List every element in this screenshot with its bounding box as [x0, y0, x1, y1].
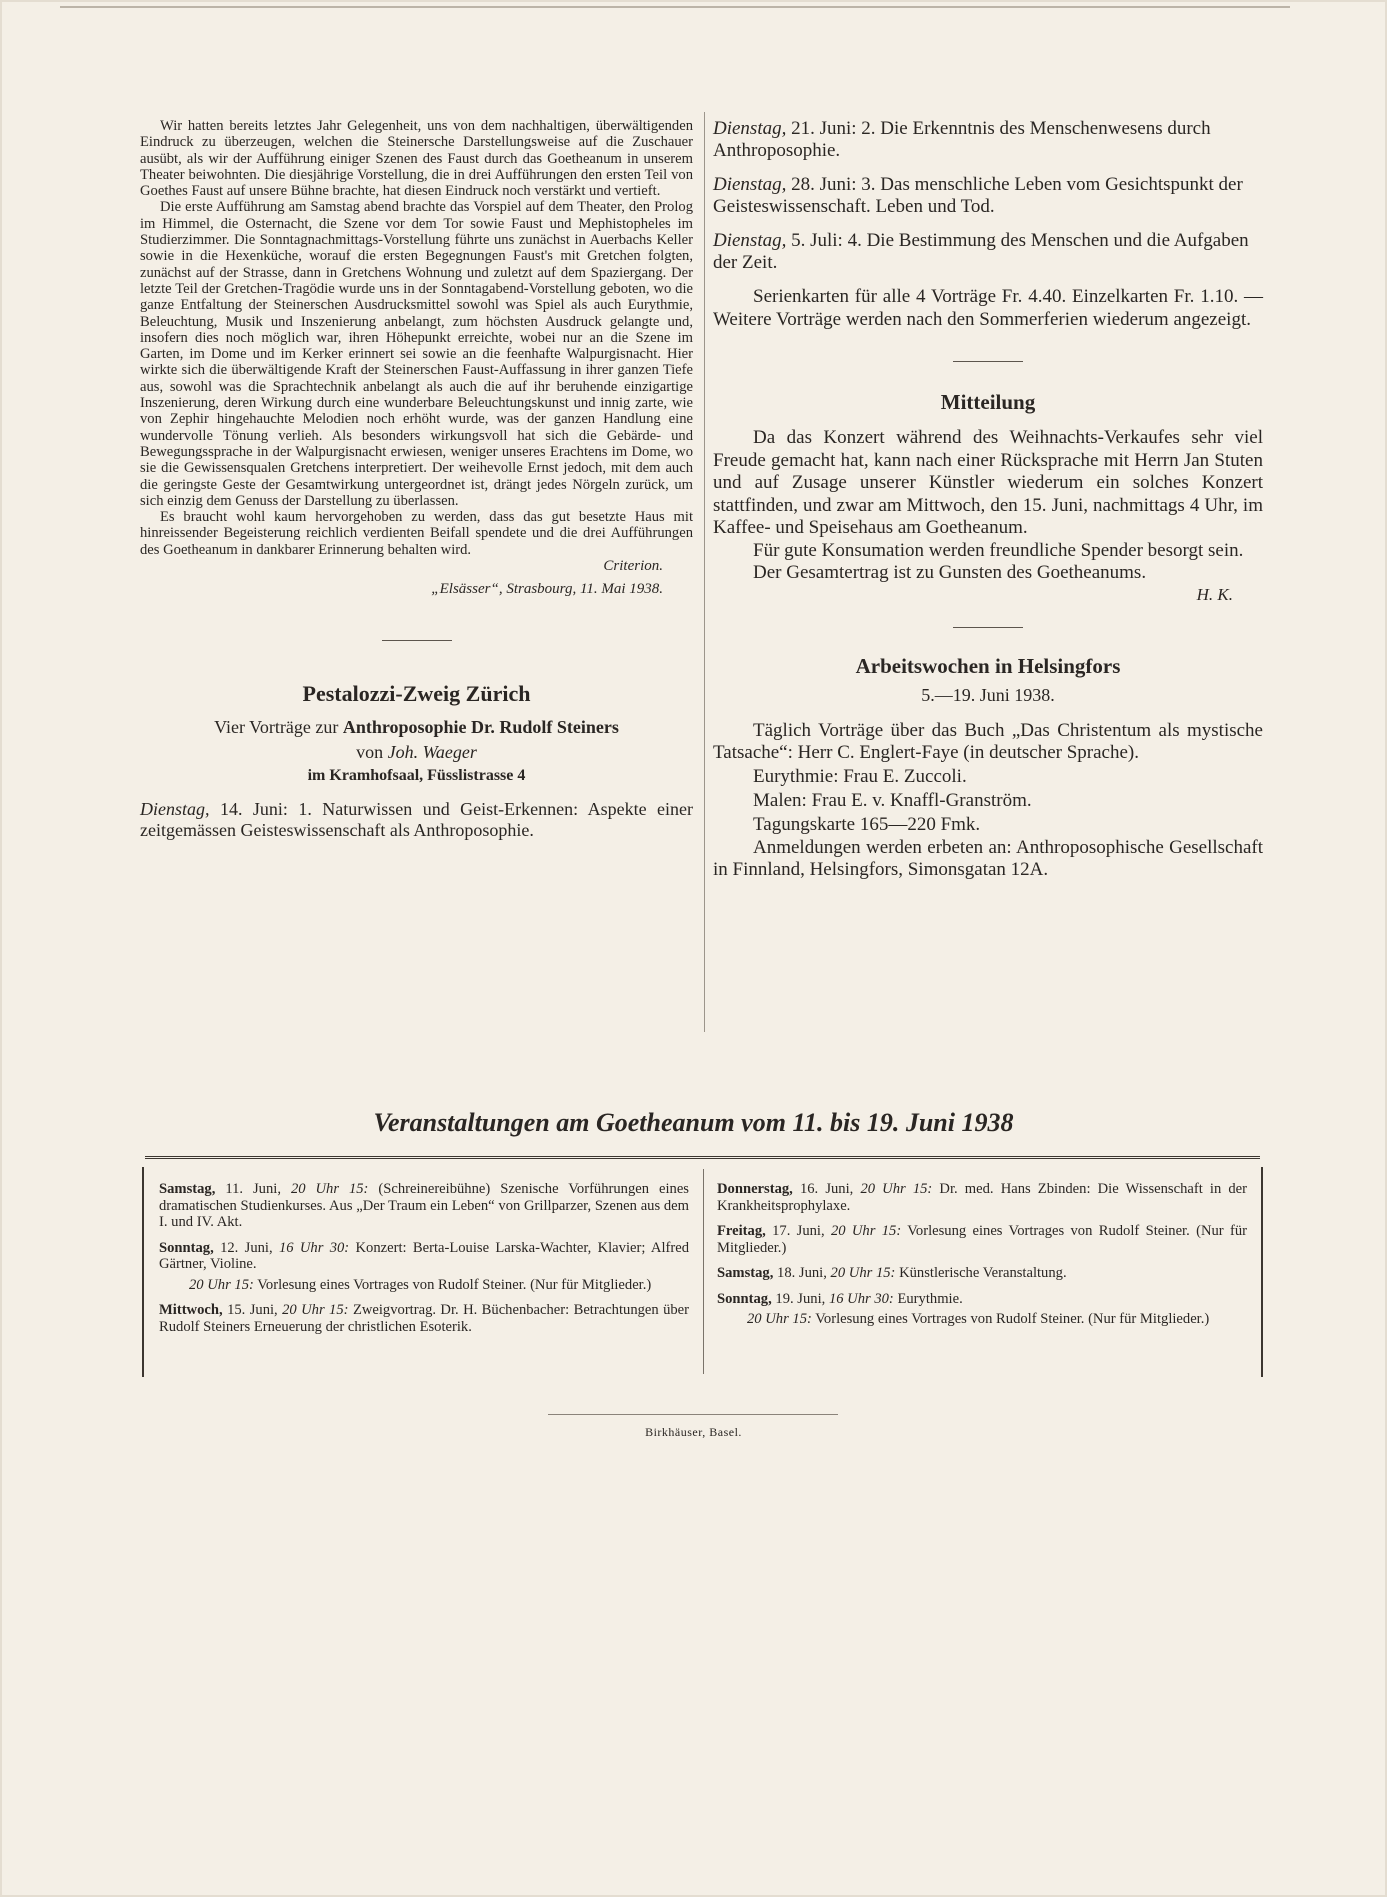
event-date: 17. Juni,: [772, 1223, 825, 1239]
event-day: Mittwoch,: [159, 1302, 223, 1318]
helsingfors-body: [713, 720, 1263, 765]
column-divider: [704, 112, 705, 1032]
review-paragraph-1: Wir hatten bereits letztes Jahr Gelegenheit, uns von dem nachhaltigen, überwältigenden Eindruck zu überzeugen, welchen die Steinersche Darstellungsweise auf die Zuschauer ausübt, als wir der Aufführung einiger Szenen des Faust durch das Goetheanum in unserem Theater beiwohnten. Die diesjährige Vorstellung, die in drei Aufführungen den ersten Teil von Goethes Faust auf unsere Bühne brachte, hat diesen Eindruck noch verstärkt und vertieft.: [140, 118, 693, 200]
event-item: [717, 1223, 1247, 1256]
event-text: Künstlerische Veranstaltung.: [899, 1265, 1067, 1281]
event-date: 15. Juni,: [227, 1302, 278, 1318]
event-day: Freitag,: [717, 1223, 766, 1239]
mitteilung-paragraph-2: Für gute Konsumation werden freundliche Spender besorgt sein.: [753, 539, 1244, 561]
event-sub-text: Vorlesung eines Vortrages von Rudolf Steiner. (Nur für Mitglieder.): [815, 1311, 1210, 1327]
helsingfors-lectures: Täglich Vorträge über das Buch „Das Christentum als mystische Tatsache“: Herr C. Englert-Faye (in deutscher Sprache).: [713, 719, 1263, 763]
review-source: „Elsässer“, Strasbourg, 11. Mai 1938.: [431, 581, 663, 598]
event-item: [159, 1181, 689, 1231]
event-time: 20 Uhr 15:: [290, 1181, 369, 1197]
mitteilung-paragraph-1: Da das Konzert während des Weihnachts-Verkaufes sehr viel Freude gemacht hat, kann nach einer Rücksprache mit Herrn Jan Stuten und auf Zusage unserer Künstler wiederum ein solches Konzert stattfinden, und zwar am Mittwoch, den 15. Juni, nachmittags 4 Uhr, im Kaffee- und Speisehaus am Goetheanum.: [713, 427, 1263, 538]
review-signature: Criterion.: [603, 558, 663, 575]
event-time: 16 Uhr 30:: [828, 1290, 894, 1307]
event-subitem: [717, 1311, 1247, 1328]
lecture-text: 14. Juni: 1. Naturwissen und Geist-Erkennen: Aspekte einer zeitgemässen Geisteswissenschaft als Anthroposophie.: [140, 799, 693, 841]
section-divider: [382, 640, 452, 641]
event-date: 16. Juni,: [799, 1181, 854, 1197]
events-divider: [703, 1169, 704, 1374]
event-time: 20 Uhr 15:: [860, 1181, 933, 1197]
helsingfors-list: [713, 765, 1263, 837]
event-day: Samstag,: [717, 1265, 774, 1281]
lecture-2-day: Dienstag,: [713, 118, 787, 139]
mitteilung-heading: Mitteilung: [940, 390, 1036, 414]
event-date: 11. Juni,: [225, 1181, 281, 1197]
imprint: Birkhäuser, Basel.: [645, 1425, 742, 1439]
event-item: [717, 1181, 1247, 1214]
event-item: [159, 1240, 689, 1294]
event-date: 18. Juni,: [777, 1265, 827, 1281]
event-text: Eurythmie.: [897, 1290, 963, 1307]
event-item: [717, 1291, 1247, 1328]
event-day: Samstag,: [159, 1181, 216, 1197]
event-time: 20 Uhr 15:: [282, 1302, 349, 1318]
mitteilung-paragraph-3: Der Gesamtertrag ist zu Gunsten des Goetheanums.: [753, 562, 1147, 583]
review-article: [140, 118, 693, 558]
event-item: [717, 1265, 1247, 1282]
pestalozzi-heading: Pestalozzi-Zweig Zürich: [302, 681, 531, 707]
pestalozzi-lecture-1: [140, 799, 693, 841]
events-left: [159, 1181, 689, 1344]
event-sub-time: 20 Uhr 15:: [747, 1311, 812, 1327]
pestalozzi-venue: im Kramhofsaal, Füsslistrasse 4: [307, 767, 526, 785]
event-time: 16 Uhr 30:: [278, 1239, 350, 1256]
helsingfors-registration: [713, 837, 1263, 882]
event-day: Donnerstag,: [717, 1181, 793, 1197]
section-divider-3: [953, 627, 1023, 628]
left-column: [140, 118, 693, 841]
lecture-3-day: Dienstag,: [713, 174, 787, 195]
right-column: [713, 118, 1263, 882]
pestalozzi-subtitle: [140, 717, 693, 738]
helsingfors-dates: 5.—19. Juni 1938.: [921, 684, 1055, 705]
pestalozzi-subtitle-bold: Anthroposophie Dr. Rudolf Steiners: [342, 717, 619, 738]
section-divider-2: [953, 361, 1023, 362]
lecture-3: [713, 174, 1263, 218]
events-right: [717, 1181, 1247, 1337]
event-date: 19. Juni,: [775, 1290, 826, 1307]
event-sub-text: Vorlesung eines Vortrages von Rudolf Steiner. (Nur für Mitglieder.): [257, 1276, 652, 1293]
events-box: [145, 1156, 1260, 1381]
lecture-2: [713, 118, 1263, 162]
event-day: Sonntag,: [159, 1239, 214, 1256]
event-text: Vorlesung eines Vortrages von Rudolf Steiner. (Nur für Mitglieder.): [717, 1223, 1247, 1256]
helsingfors-malen: Malen: Frau E. v. Knaffl-Granström.: [753, 789, 1032, 811]
pestalozzi-by: von: [356, 742, 384, 763]
lecture-3-text: 28. Juni: 3. Das menschliche Leben vom Gesichtspunkt der Geisteswissenschaft. Leben und Tod.: [713, 174, 1243, 217]
mitteilung-signature: H. K.: [1196, 584, 1233, 604]
lecture-2-text: 21. Juni: 2. Die Erkenntnis des Menschenwesens durch Anthroposophie.: [713, 118, 1211, 161]
series-tickets-text: Serienkarten für alle 4 Vorträge Fr. 4.40. Einzelkarten Fr. 1.10. — Weitere Vorträge werden nach den Sommerferien wiederum angezeigt.: [713, 286, 1263, 330]
imprint-rule: [548, 1414, 838, 1415]
review-paragraph-3: Es braucht wohl kaum hervorgehoben zu werden, dass das gut besetzte Haus mit hinreissender Begeisterung reichlich verdienten Beifall spendete und die drei Aufführungen des Goetheanum in dankbarer Erinnerung behalten wird.: [140, 509, 693, 558]
lecture-4-text: 5. Juli: 4. Die Bestimmung des Menschen und die Aufgaben der Zeit.: [713, 230, 1249, 273]
helsingfors-heading: Arbeitswochen in Helsingfors: [855, 653, 1121, 678]
mitteilung-body: [713, 427, 1263, 585]
event-text: (Schreinereibühne) Szenische Vorführungen eines dramatischen Studienkurses. Aus „Der Traum ein Leben“ von Grillparzer, Szenen aus dem I. und IV. Akt.: [159, 1181, 689, 1230]
event-subitem: [159, 1277, 689, 1294]
helsingfors-anmeldung: Anmeldungen werden erbeten an: Anthroposophische Gesellschaft in Finnland, Helsingfors, Simonsgatan 12A.: [713, 836, 1263, 880]
lecture-4: [713, 230, 1263, 274]
event-time: 20 Uhr 15:: [830, 1265, 896, 1281]
series-tickets: [713, 286, 1263, 331]
event-item: [159, 1302, 689, 1335]
helsingfors-eurythmie: Eurythmie: Frau E. Zuccoli.: [753, 765, 967, 787]
pestalozzi-speaker-name: Joh. Waeger: [387, 742, 477, 763]
event-date: 12. Juni,: [220, 1239, 273, 1256]
review-paragraph-2: Die erste Aufführung am Samstag abend brachte das Vorspiel auf dem Theater, den Prolog im Himmel, die Osternacht, die Szene vor dem Tor sowie Faust und Mephistopheles im Studierzimmer. Die Sonntagnachmittags-Vorstellung führte uns zunächst in Auerbachs Keller sowie in die Hexenküche, worauf die ersten Begegnungen Faust's mit Gretchen folgten, zunächst auf der Strasse, dann in Gretchens Wohnung und zuletzt auf dem Spaziergang. Der letzte Teil der Gretchen-Tragödie wurde uns in der Sonntagabend-Vorstellung geboten, wo die ganze Entfaltung der Steinerschen Ausdrucksmittel sowohl was Spiel als auch Eurythmie, Beleuchtung, Musik und Inszenierung anbelangt, zum höchsten Ausdruck gelangte und, insofern dies noch möglich war, ihren Höhepunkt erreichte, wobei nur an die Szene im Garten, im Dome und im Kerker erinnert sei sowie an die feenhafte Walpurgisnacht. Hier wirkte sich die überwältigende Kraft der Steinerschen Faust-Auffassung in ihrer ganzen Tiefe aus, sowohl was die Sprachtechnik anbelangt als auch die auf ihr beruhende einzigartige Inszenierung, deren Wirkung durch eine wunderbare Beleuchtungskunst und innig zarte, wie von Zephir hingehauchte Melodien noch erhöht wurde, was der ganzen Handlung eine wundervolle Tönung verlieh. Als besonders wirkungsvoll hat sich die Gebärde- und Bewegungssprache in der Walpurgisnacht erwiesen, weniger unseres Erachtens im Dome, wo sie die Gewissensqualen Gretchens interpretiert. Der weihevolle Ernst jedoch, mit dem auch die geringste Geste der Gesamtwirkung untergeordnet ist, drängt jedes Nörgeln zurück, um sich einzig dem Genuss der Darstellung zu überlassen.: [140, 199, 693, 509]
lecture-4-day: Dienstag,: [713, 230, 787, 251]
top-edge-line: [60, 6, 1290, 8]
pestalozzi-subtitle-pre: Vier Vorträge zur: [214, 717, 339, 738]
event-text: Dr. med. Hans Zbinden: Die Wissenschaft in der Krankheitsprophylaxe.: [717, 1181, 1248, 1214]
pestalozzi-speaker: [140, 742, 693, 763]
event-sub-time: 20 Uhr 15:: [189, 1276, 254, 1293]
event-text: Zweigvortrag. Dr. H. Büchenbacher: Betrachtungen über Rudolf Steiners Erneuerung der christlichen Esoterik.: [159, 1302, 690, 1335]
event-day: Sonntag,: [717, 1290, 772, 1307]
event-text: Konzert: Berta-Louise Larska-Wachter, Klavier; Alfred Gärtner, Violine.: [159, 1239, 689, 1272]
events-title: Veranstaltungen am Goetheanum vom 11. bis 19. Juni 1938: [373, 1108, 1014, 1137]
lecture-day: Dienstag,: [140, 799, 210, 820]
event-time: 20 Uhr 15:: [830, 1223, 902, 1239]
helsingfors-karte: Tagungskarte 165—220 Fmk.: [753, 813, 981, 835]
